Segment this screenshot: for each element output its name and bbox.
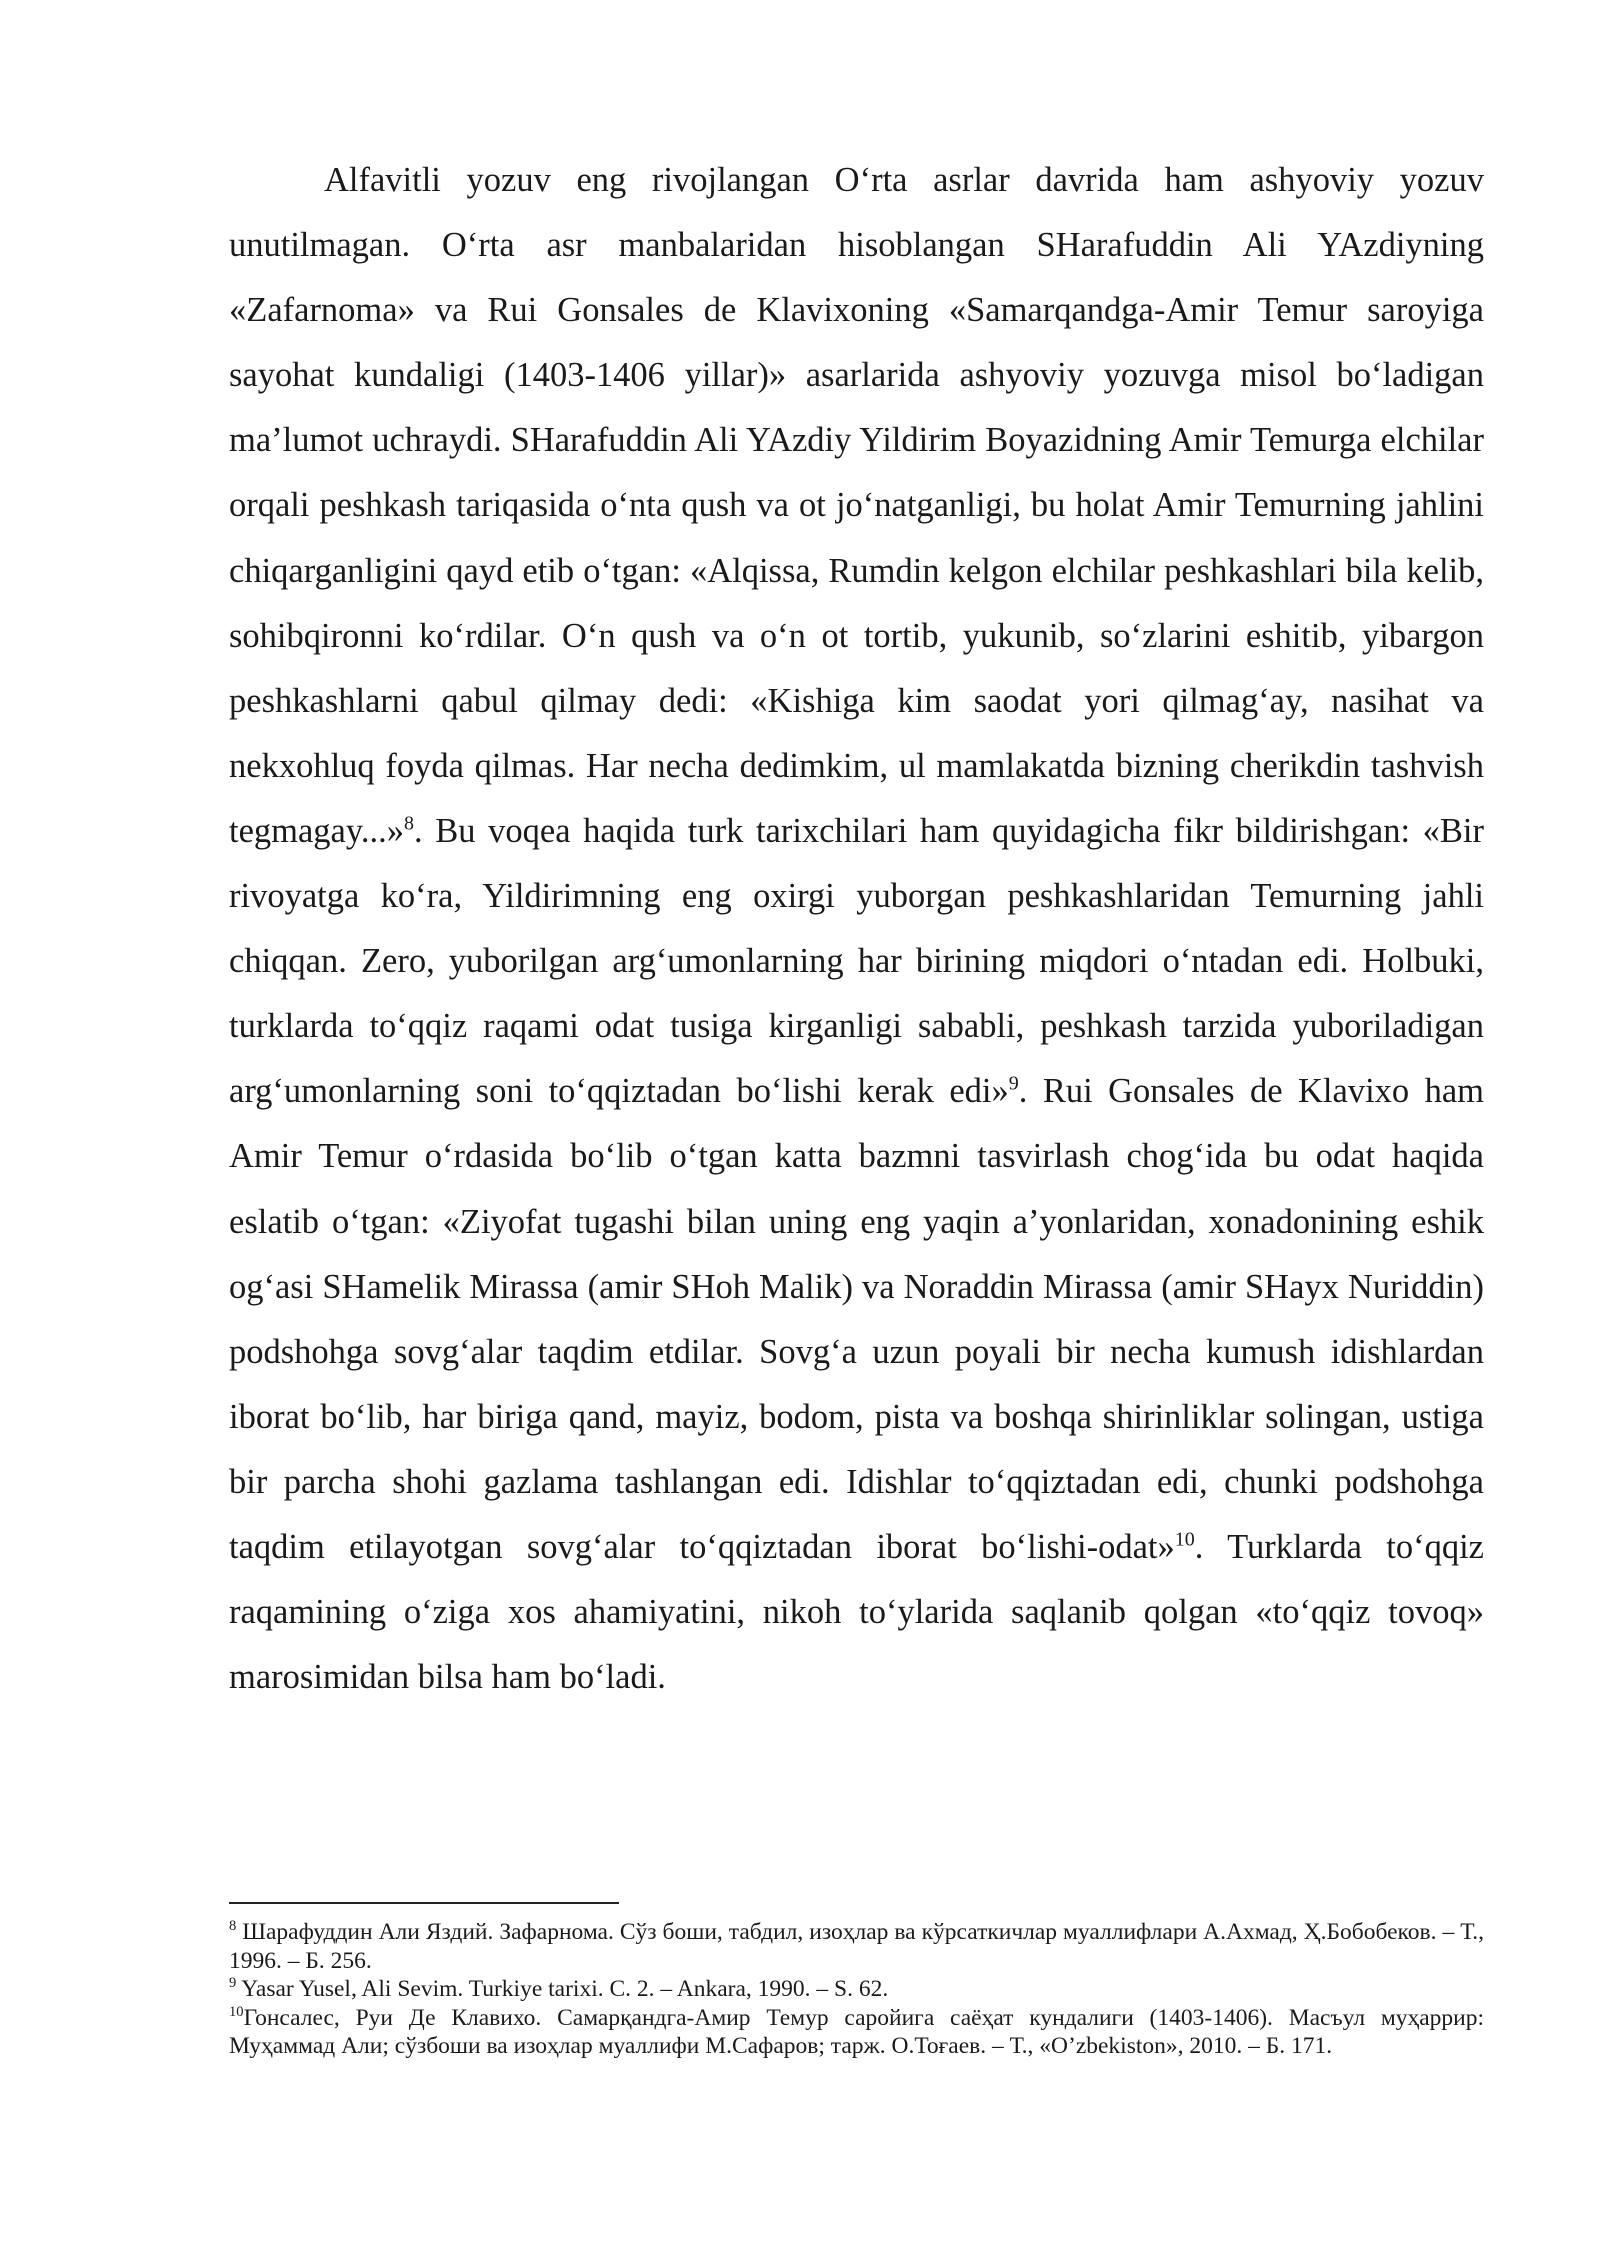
- paragraph-segment: Alfavitli yozuv eng rivojlangan O‘rta asrlar davrida ham ashyoviy yozuv unutilmagan. O‘rta asr manbalaridan hisoblangan SHarafuddin Ali YAzdiyning «Zafarnoma» va Rui Gonsales de Klavixoning «Samarqandga-Amir Temur saroyiga sayohat kundaligi (1403-1406 yillar)» asarlarida ashyoviy yozuvga misol bo‘ladigan ma’lumot uchraydi. SHarafuddin Ali YAzdiy Yildirim Boyazidning Amir Temurga elchilar orqali peshkash tariqasida o‘nta qush va ot jo‘natganligi, bu holat Amir Temurning jahlini chiqarganligini qayd etib o‘tgan: «Alqissa, Rumdin kelgon elchilar peshkashlari bila kelib, sohibqironni ko‘rdilar. O‘n qush va o‘n ot tortib, yukunib, so‘zlarini eshitib, yibargon peshkashlarni qabul qilmay dedi: «Kishiga kim saodat yori qilmag‘ay, nasihat va nekxohluq foyda qilmas. Har necha dedimkim, ul mamlakatda bizning cherikdin tashvish tegmagay...»: [229, 161, 1484, 850]
- paragraph-segment: . Rui Gonsales de Klavixo ham Amir Temur o‘rdasida bo‘lib o‘tgan katta bazmni tasvirlash chog‘ida bu odat haqida eslatib o‘tgan: «Ziyofat tugashi bilan uning eng yaqin a’yonlaridan, xonadonining eshik og‘asi SHamelik Mirassa (amir SHoh Malik) va Noraddin Mirassa (amir SHayx Nuriddin) podshohga sovg‘alar taqdim etdilar. Sovg‘a uzun poyali bir necha kumush idishlardan iborat bo‘lib, har biriga qand, mayiz, bodom, pista va boshqa shirinliklar solingan, ustiga bir parcha shohi gazlama tashlangan edi. Idishlar to‘qqiztadan edi, chunki podshohga taqdim etilayotgan sovg‘alar to‘qqiztadan iborat bo‘lishi-odat»: [229, 1072, 1484, 1566]
- footnote-mark: 8: [229, 1918, 237, 1935]
- footnote-ref[interactable]: 9: [1008, 1072, 1019, 1095]
- footnote-mark: 10: [229, 2003, 244, 2020]
- footnote-mark: 9: [229, 1975, 237, 1992]
- paragraph-segment: . Turklarda to‘qqiz raqamining o‘ziga xos ahamiyatini, nikoh to‘ylarida saqlanib qolgan «to‘qqiz tovoq» marosimidan bilsa ham bo‘ladi.: [229, 1527, 1484, 1697]
- footnotes: [229, 1918, 1484, 2061]
- footnote-ref[interactable]: 8: [404, 812, 414, 835]
- footnote-text: Yasar Yusel, Ali Sevim. Turkiye tarixi. C. 2. – Ankara, 1990. – S. 62.: [236, 1976, 889, 2002]
- main-paragraph: [229, 148, 1484, 1710]
- footnote-text: Гонсалес, Руи Де Клавихо. Самарқандга-Амир Темур саройига саёҳат кундалиги (1403-1406). Масъул муҳаррир: Муҳаммад Али; сўзбоши ва изоҳлар муаллифи М.Сафаров; тарж. О.Тоғаев. – Т., «O’zbekiston», 2010. – Б. 171.: [229, 2004, 1484, 2059]
- footnote-text: Шарафуддин Али Яздий. Зафарнома. Сўз боши, табдил, изоҳлар ва кўрсаткичлар муаллифлари А.Ахмад, Ҳ.Бобобеков. – Т., 1996. – Б. 256.: [229, 1919, 1484, 1974]
- paragraph-text: [229, 148, 1484, 1710]
- footnote-ref[interactable]: 10: [1174, 1528, 1195, 1551]
- footnote-item: [229, 2004, 1484, 2061]
- footnote-item: [229, 1918, 1484, 1975]
- footnote-item: [229, 1975, 1484, 2004]
- paragraph-segment: . Bu voqea haqida turk tarixchilari ham quyidagicha fikr bildirishgan: «Bir rivoyatga ko‘ra, Yildirimning eng oxirgi yuborgan peshkashlaridan Temurning jahli chiqqan. Zero, yuborilgan arg‘umonlarning har birining miqdori o‘ntadan edi. Holbuki, turklarda to‘qqiz raqami odat tusiga kirganligi sababli, peshkash tarzida yuboriladigan arg‘umonlarning soni to‘qqiztadan bo‘lishi kerak edi»: [229, 811, 1484, 1111]
- footnote-separator: [229, 1902, 619, 1904]
